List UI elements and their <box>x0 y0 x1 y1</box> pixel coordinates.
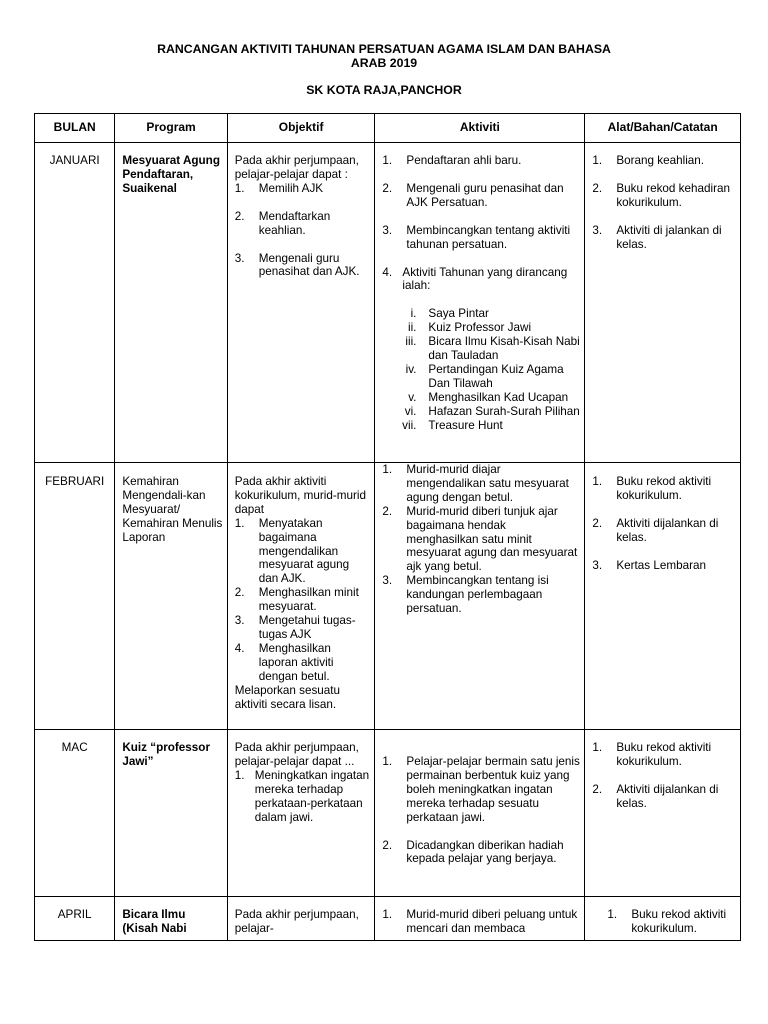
objektif-intro: Pada akhir perjumpaan, pelajar-pelajar dapat : <box>234 154 359 181</box>
document-title-line2: ARAB 2019 <box>350 56 418 70</box>
list-item: 2. Aktiviti dijalankan di kelas. <box>592 782 719 810</box>
table-row <box>35 730 741 897</box>
cell-bulan: APRIL <box>35 897 115 941</box>
table-header-row <box>35 114 741 143</box>
list-item: vi. Hafazan Surah-Surah Pilihan <box>404 404 580 418</box>
objektif-intro: Pada akhir aktiviti kokurikulum, murid-murid dapat <box>234 475 366 516</box>
cell-objektif <box>227 143 375 463</box>
cell-aktiviti <box>375 730 585 897</box>
cell-aktiviti <box>375 463 585 730</box>
table-row <box>35 897 741 941</box>
list-item: 2. Mendaftarkan keahlian. <box>234 209 331 237</box>
list-item: 2. Dicadangkan diberikan hadiah kepada pelajar yang berjaya. <box>382 838 564 866</box>
cell-alat <box>585 143 741 463</box>
list-item: vii. Treasure Hunt <box>402 418 503 432</box>
cell-bulan: MAC <box>35 730 115 897</box>
list-item: iv. Pertandingan Kuiz Agama Dan Tilawah <box>405 362 564 390</box>
list-item: iii. Bicara Ilmu Kisah-Kisah Nabi dan Tauladan <box>405 335 580 363</box>
list-item: 1. Buku rekod aktiviti kokurikulum. <box>592 741 712 768</box>
list-item: v. Menghasilkan Kad Ucapan <box>408 390 569 404</box>
list-item: 1. Memilih AJK <box>234 181 324 195</box>
objektif-intro: Pada akhir perjumpaan, pelajar-pelajar dapat ... <box>234 741 359 768</box>
cell-aktiviti <box>375 897 585 941</box>
cell-objektif <box>227 463 375 730</box>
cell-program: Kemahiran Mengendali-kan Mesyuarat/ Kemahiran Menulis Laporan <box>115 463 227 730</box>
list-item: i. Saya Pintar <box>410 307 489 321</box>
cell-bulan: FEBRUARI <box>35 463 115 730</box>
list-item: 1. Murid-murid diberi peluang untuk mencari dan membaca <box>382 908 578 935</box>
list-item: 3. Kertas Lembaran <box>592 558 706 572</box>
cell-program: Bicara Ilmu (Kisah Nabi <box>115 897 227 941</box>
column-header-aktiviti: Aktiviti <box>375 114 585 143</box>
list-item: 3. Aktiviti di jalankan di kelas. <box>592 223 722 251</box>
cell-program: Mesyuarat Agung Pendaftaran, Suaikenal <box>115 143 227 463</box>
list-item: 1. Buku rekod aktiviti kokurikulum. <box>592 475 712 502</box>
list-item: 1. Pelajar-pelajar bermain satu jenis permainan berbentuk kuiz yang boleh meningkatkan ingatan mereka terhadap sesuatu perkataan jawi. <box>382 755 580 824</box>
list-item: 1. Meningkatkan ingatan mereka terhadap perkataan-perkataan dalam jawi. <box>234 768 370 824</box>
list-item: 4. Menghasilkan laporan aktiviti dengan betul. <box>234 641 334 683</box>
cell-objektif: Pada akhir perjumpaan, pelajar- <box>227 897 375 941</box>
table-row <box>35 463 741 730</box>
list-item: 1. Murid-murid diajar mengendalikan satu mesyuarat agung dengan betul. <box>382 463 569 504</box>
column-header-program: Program <box>115 114 227 143</box>
list-item: 3. Membincangkan tentang aktiviti tahunan persatuan. <box>382 223 571 251</box>
list-item: 2. Murid-murid diberi tunjuk ajar bagaimana hendak menghasilkan satu minit mesyuarat agung dan mesyuarat ajk yang betul. <box>382 504 578 574</box>
list-item: ii. Kuiz Professor Jawi <box>407 321 532 335</box>
school-name: SK KOTA RAJA,PANCHOR <box>306 83 462 97</box>
list-item: 2. Mengenali guru penasihat dan AJK Persatuan. <box>382 181 564 209</box>
document-title: RANCANGAN AKTIVITI TAHUNAN PERSATUAN AGAMA ISLAM DAN BAHASA <box>157 42 611 56</box>
column-header-objektif: Objektif <box>227 114 375 143</box>
column-header-bulan: BULAN <box>35 114 115 143</box>
list-item: 3. Membincangkan tentang isi kandungan perlembagaan persatuan. <box>382 574 549 616</box>
list-item: 1. Pendaftaran ahli baru. <box>382 154 522 167</box>
cell-objektif <box>227 730 375 897</box>
cell-aktiviti <box>375 143 585 463</box>
list-item: 2. Buku rekod kehadiran kokurikulum. <box>592 181 731 209</box>
list-item: 1. Buku rekod aktiviti kokurikulum. <box>607 908 727 935</box>
cell-alat <box>585 463 741 730</box>
objektif-outro: Melaporkan sesuatu aktiviti secara lisan. <box>234 683 341 711</box>
list-item: 4. Aktiviti Tahunan yang dirancang ialah: <box>382 265 568 293</box>
list-item: 1. Borang keahlian. <box>592 154 705 167</box>
list-item: 2. Aktiviti dijalankan di kelas. <box>592 516 719 544</box>
cell-alat <box>585 897 741 941</box>
list-item: 2. Menghasilkan minit mesyuarat. <box>234 586 359 614</box>
cell-alat <box>585 730 741 897</box>
table-row <box>35 143 741 463</box>
list-item: 1. Menyatakan bagaimana mengendalikan mesyuarat agung dan AJK. <box>234 516 350 586</box>
list-item: 3. Mengetahui tugas- tugas AJK <box>234 614 356 641</box>
column-header-alat: Alat/Bahan/Catatan <box>585 114 741 143</box>
activity-table <box>34 113 741 941</box>
cell-program: Kuiz “professor Jawi” <box>115 730 227 897</box>
list-item: 3. Mengenali guru penasihat dan AJK. <box>234 251 360 279</box>
cell-bulan: JANUARI <box>35 143 115 463</box>
